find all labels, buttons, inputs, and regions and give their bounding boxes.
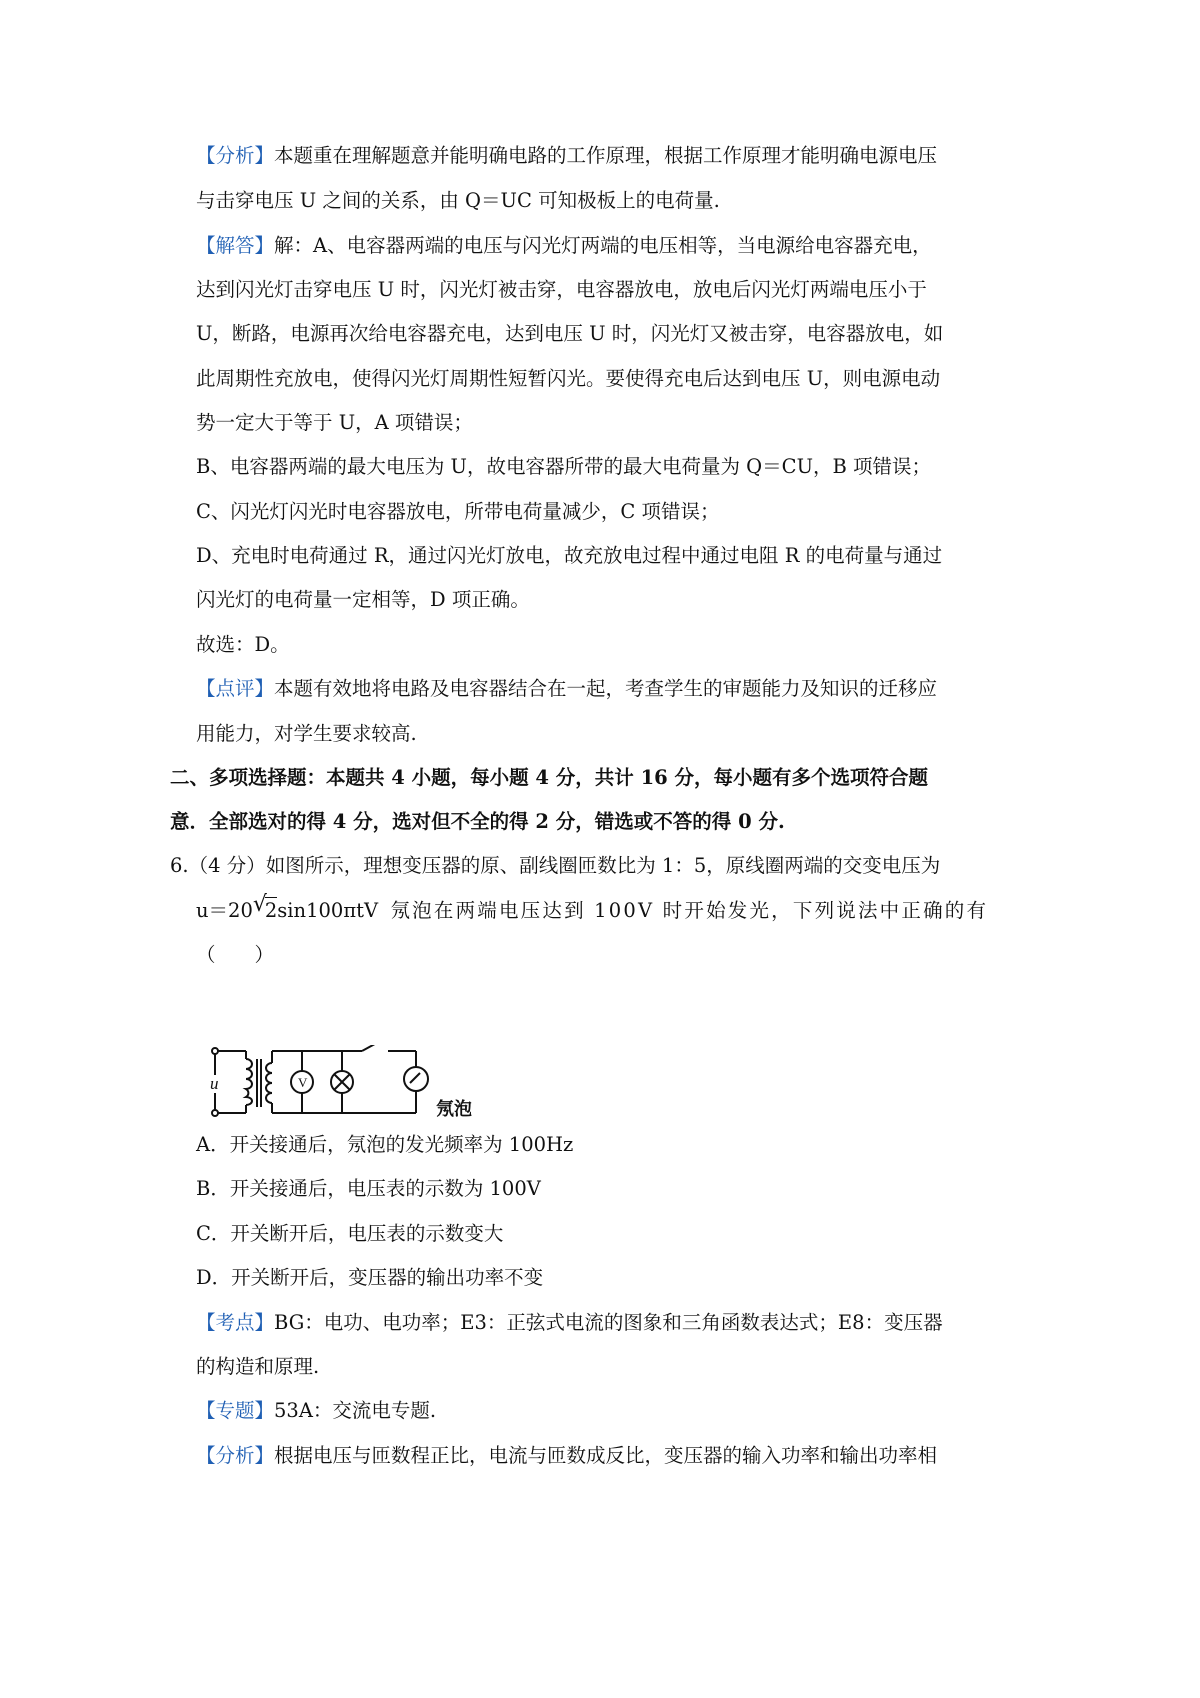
kaodian-line-1 <box>196 1310 943 1336</box>
analysis-line-2: 与击穿电压 U 之间的关系，由 Q＝UC 可知极板上的电荷量. <box>196 189 720 212</box>
terminal-bottom <box>212 1110 218 1116</box>
question-6-stem-line-2 <box>196 892 989 924</box>
zhuanti-text: 53A：交流电专题. <box>274 1399 437 1422</box>
analysis-text: 本题重在理解题意并能明确电路的工作原理，根据工作原理才能明确电源电压 <box>274 144 938 167</box>
answer-tag: 【解答】 <box>196 234 275 257</box>
sqrt-symbol: √ 2 <box>252 892 278 922</box>
answer-line-5: 势一定大于等于 U，A 项错误； <box>196 411 473 434</box>
section-heading-line-1: 二、多项选择题：本题共 4 小题，每小题 4 分，共计 16 分，每小题有多个选项符合题 <box>170 766 929 789</box>
answer-text: 解：A、电容器两端的电压与闪光灯两端的电压相等，当电源给电容器充电， <box>274 234 932 257</box>
analysis2-line-1 <box>196 1443 937 1469</box>
option-a: A．开关接通后，氖泡的发光频率为 100Hz <box>196 1133 574 1156</box>
comment-line-2: 用能力，对学生要求较高. <box>196 722 417 745</box>
zhuanti-line-1 <box>196 1398 436 1424</box>
answer-line-2: 达到闪光灯击穿电压 U 时，闪光灯被击穿，电容器放电，放电后闪光灯两端电压小于 <box>196 278 927 301</box>
kaodian-line-2: 的构造和原理. <box>196 1355 320 1378</box>
analysis2-text: 根据电压与匝数程正比，电流与匝数成反比，变压器的输入功率和输出功率相 <box>274 1444 938 1467</box>
voltmeter-label: V <box>298 1075 308 1090</box>
answer-line-7: C、闪光灯闪光时电容器放电，所带电荷量减少，C 项错误； <box>196 500 720 523</box>
answer-line-6: B、电容器两端的最大电压为 U，故电容器所带的最大电荷量为 Q＝CU，B 项错误； <box>196 455 932 478</box>
analysis-line-1 <box>196 143 937 169</box>
zhuanti-tag: 【专题】 <box>196 1399 275 1422</box>
kaodian-tag: 【考点】 <box>196 1311 275 1334</box>
terminal-top <box>212 1048 218 1054</box>
switch-blade <box>362 1045 384 1051</box>
comment-text: 本题有效地将电路及电容器结合在一起，考查学生的审题能力及知识的迁移应 <box>274 677 938 700</box>
option-d: D．开关断开后，变压器的输出功率不变 <box>196 1266 544 1289</box>
answer-line-10: 故选：D。 <box>196 633 290 656</box>
question-6-stem-line-1: 6.（4 分）如图所示，理想变压器的原、副线圈匝数比为 1：5，原线圈两端的交变电压为 <box>170 854 941 877</box>
secondary-coil <box>266 1063 272 1103</box>
option-b: B．开关接通后，电压表的示数为 100V <box>196 1177 541 1200</box>
comment-tag: 【点评】 <box>196 677 275 700</box>
primary-coil <box>246 1059 252 1105</box>
answer-line-3: U，断路，电源再次给电容器充电，达到电压 U 时，闪光灯又被击穿，电容器放电，如 <box>196 322 944 345</box>
answer-line-1 <box>196 233 932 259</box>
analysis-tag: 【分析】 <box>196 144 275 167</box>
input-voltage-label: u <box>210 1074 219 1093</box>
answer-line-8: D、充电时电荷通过 R，通过闪光灯放电，故充放电过程中通过电阻 R 的电荷量与通过 <box>196 544 943 567</box>
kaodian-text: BG：电功、电功率；E3：正弦式电流的图象和三角函数表达式；E8：变压器 <box>274 1311 943 1334</box>
transformer-circuit-diagram <box>210 1045 500 1125</box>
option-c: C．开关断开后，电压表的示数变大 <box>196 1222 504 1245</box>
formula-suffix: sin100πtV <box>277 899 379 922</box>
neon-bulb-label: 氖泡 <box>436 1099 472 1120</box>
answer-line-9: 闪光灯的电荷量一定相等，D 项正确。 <box>196 588 530 611</box>
neon-bulb-symbol <box>404 1067 428 1091</box>
sqrt-radicand: 2 <box>264 899 278 922</box>
answer-bracket: （ ） <box>196 943 275 966</box>
analysis2-tag: 【分析】 <box>196 1444 275 1467</box>
question-6-stem-rest: 氖泡在两端电压达到 100V 时开始发光，下列说法中正确的有 <box>390 899 989 922</box>
formula-prefix: u＝20 <box>196 899 253 922</box>
answer-line-4: 此周期性充放电，使得闪光灯周期性短暂闪光。要使得充电后达到电压 U，则电源电动 <box>196 367 941 390</box>
section-heading-line-2: 意．全部选对的得 4 分，选对但不全的得 2 分，错选或不答的得 0 分. <box>170 810 785 833</box>
comment-line-1 <box>196 676 937 702</box>
